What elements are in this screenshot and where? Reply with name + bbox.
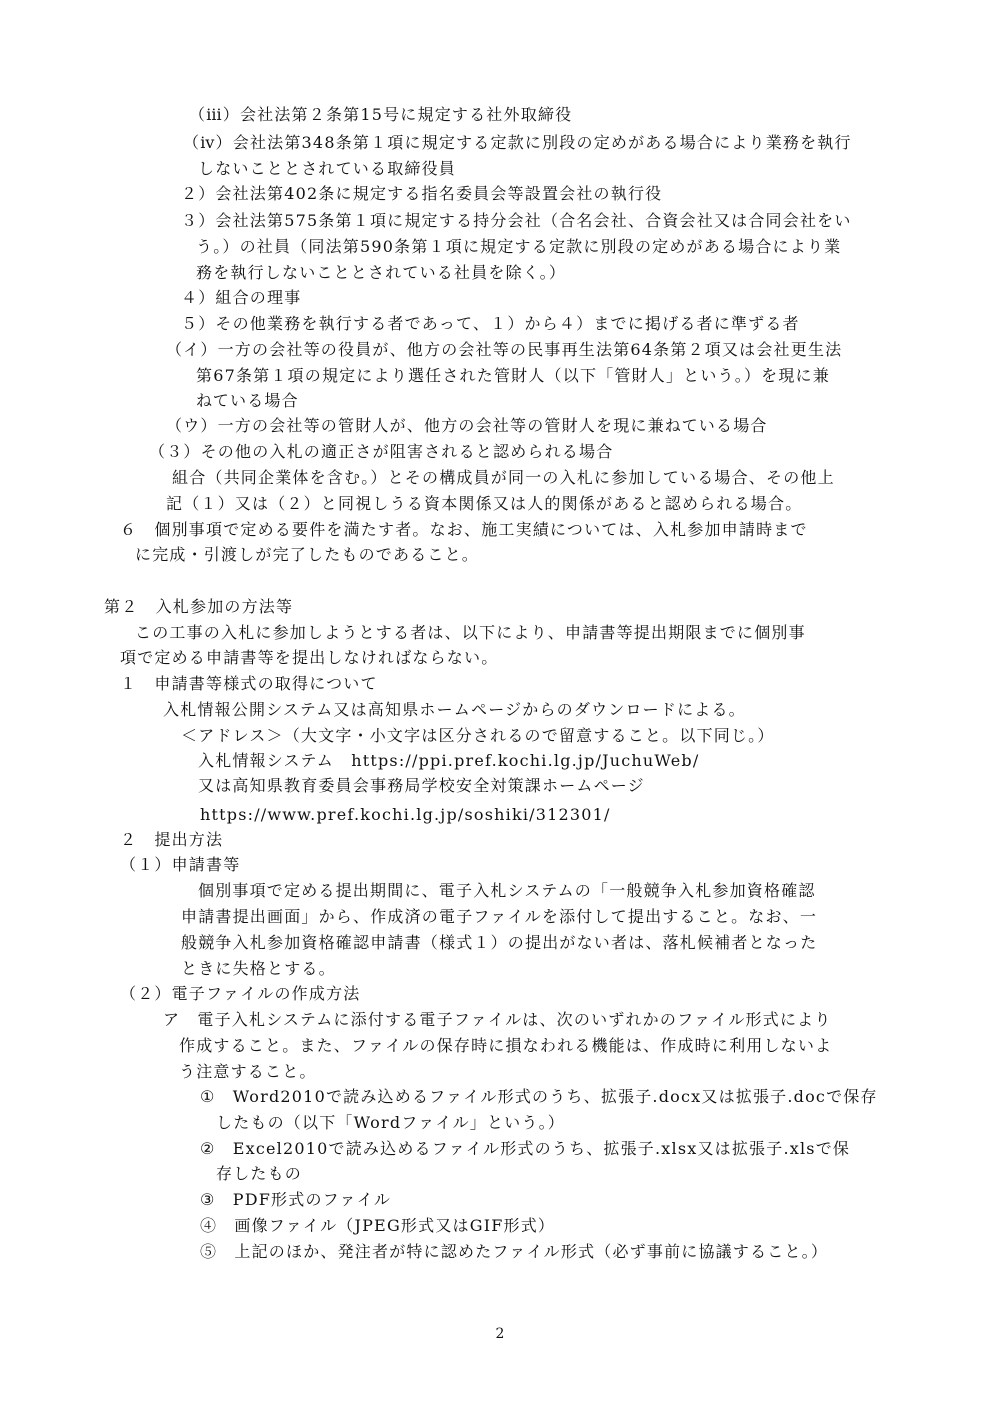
text-line: この工事の入札に参加しようとする者は、以下により、申請書等提出期限までに個別事 bbox=[135, 623, 806, 642]
text-line: しないこととされている取締役員 bbox=[198, 159, 457, 178]
text-line: う。）の社員（同法第590条第１項に規定する定款に別段の定めがある場合により業 bbox=[196, 237, 842, 256]
text-line: 務を執行しないこととされている社員を除く。） bbox=[196, 263, 567, 282]
text-line: 作成すること。また、ファイルの保存時に損なわれる機能は、作成時に利用しないよ bbox=[179, 1036, 833, 1055]
text-line: したもの（以下「Wordファイル」という。） bbox=[216, 1113, 565, 1132]
text-line: ２ 提出方法 bbox=[120, 830, 224, 849]
text-line: 又は高知県教育委員会事務局学校安全対策課ホームページ bbox=[198, 776, 645, 795]
text-line: ときに失格とする。 bbox=[181, 959, 336, 978]
text-line: （２）電子ファイルの作成方法 bbox=[120, 984, 361, 1003]
text-line: 組合（共同企業体を含む。）とその構成員が同一の入札に参加している場合、その他上 bbox=[172, 468, 835, 487]
text-line: ４）組合の理事 bbox=[181, 288, 302, 307]
text-line: ３）会社法第575条第１項に規定する持分会社（合名会社、合資会社又は合同会社をい bbox=[181, 211, 852, 230]
text-line: ＜アドレス＞（大文字・小文字は区分されるので留意すること。以下同じ。） bbox=[181, 726, 775, 745]
text-line: 記（１）又は（２）と同視しうる資本関係又は人的関係があると認められる場合。 bbox=[166, 494, 803, 513]
text-line: 入札情報システム https://ppi.pref.kochi.lg.jp/JuchuWeb/ bbox=[198, 751, 700, 770]
text-line: ５）その他業務を執行する者であって、１）から４）までに掲げる者に準ずる者 bbox=[181, 314, 800, 333]
section-heading: 第２ 入札参加の方法等 bbox=[104, 597, 294, 616]
text-line: 個別事項で定める提出期間に、電子入札システムの「一般競争入札参加資格確認 bbox=[198, 881, 816, 900]
text-line: ④ 画像ファイル（JPEG形式又はGIF形式） bbox=[200, 1216, 556, 1235]
text-line: 申請書提出画面」から、作成済の電子ファイルを添付して提出すること。なお、一 bbox=[181, 907, 818, 926]
text-line: （１）申請書等 bbox=[120, 855, 241, 874]
text-line: （イ）一方の会社等の役員が、他方の会社等の民事再生法第64条第２項又は会社更生法 bbox=[166, 340, 843, 359]
text-line: ⑤ 上記のほか、発注者が特に認めたファイル形式（必ず事前に協議すること。） bbox=[200, 1242, 829, 1261]
text-line: １ 申請書等様式の取得について bbox=[120, 674, 378, 693]
text-line: ③ PDF形式のファイル bbox=[200, 1190, 392, 1209]
text-line: に完成・引渡しが完了したものであること。 bbox=[135, 545, 480, 564]
page-number: 2 bbox=[495, 1326, 505, 1342]
text-line: ア 電子入札システムに添付する電子ファイルは、次のいずれかのファイル形式により bbox=[163, 1010, 832, 1029]
text-line: ６ 個別事項で定める要件を満たす者。なお、施工実績については、入札参加申請時まで bbox=[120, 520, 808, 539]
text-line: （３）その他の入札の適正さが阻害されると認められる場合 bbox=[149, 442, 614, 461]
text-line: う注意すること。 bbox=[179, 1062, 317, 1081]
text-line: （ウ）一方の会社等の管財人が、他方の会社等の管財人を現に兼ねている場合 bbox=[166, 416, 768, 435]
text-line: 般競争入札参加資格確認申請書（様式１）の提出がない者は、落札候補者となった bbox=[181, 933, 818, 952]
text-line: （ⅳ）会社法第348条第１項に規定する定款に別段の定めがある場合により業務を執行 bbox=[183, 133, 852, 152]
text-line: 入札情報公開システム又は高知県ホームページからのダウンロードによる。 bbox=[163, 700, 746, 719]
text-line: 存したもの bbox=[216, 1164, 303, 1183]
text-line: 第67条第１項の規定により選任された管財人（以下「管財人」という。）を現に兼 bbox=[196, 366, 830, 385]
text-line: ねている場合 bbox=[196, 391, 299, 410]
text-line: ② Excel2010で読み込めるファイル形式のうち、拡張子.xlsx又は拡張子.xlsで保 bbox=[200, 1139, 851, 1158]
text-line: （ⅲ）会社法第２条第15号に規定する社外取締役 bbox=[189, 105, 573, 124]
url-text: https://www.pref.kochi.lg.jp/soshiki/312301/ bbox=[200, 805, 611, 824]
text-line: 項で定める申請書等を提出しなければならない。 bbox=[120, 648, 499, 667]
text-line: ① Word2010で読み込めるファイル形式のうち、拡張子.docx又は拡張子.docで保存 bbox=[200, 1087, 878, 1106]
text-line: ２）会社法第402条に規定する指名委員会等設置会社の執行役 bbox=[181, 184, 663, 203]
